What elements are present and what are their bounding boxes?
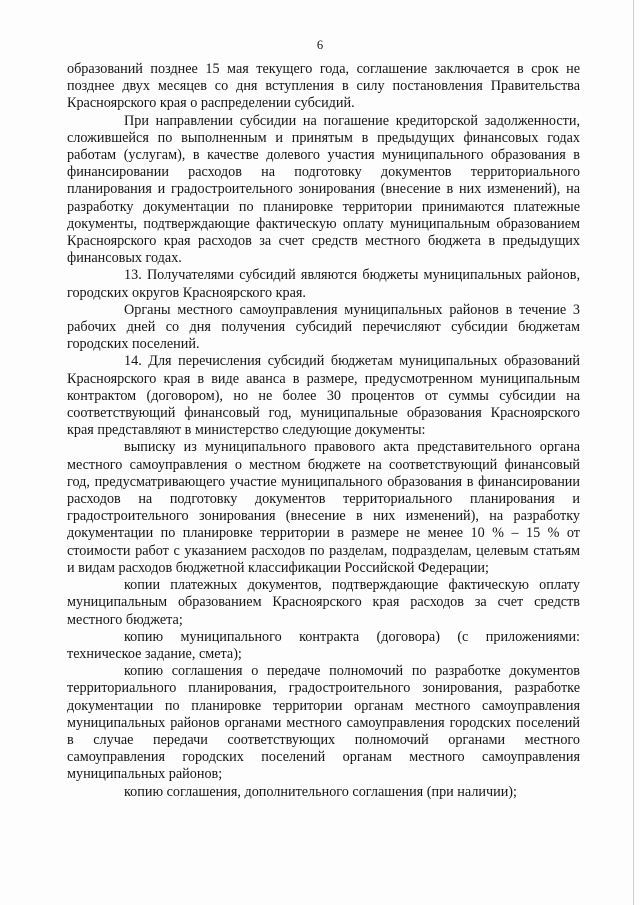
paragraph-continuation: образований позднее 15 мая текущего года, соглашение заключается в срок не позднее двух месяцев со дня вступления в силу постановления Правительства Красноярского края о распределении субсидий. [67,61,580,112]
paragraph-contract-copy: копию муниципального контракта (договора) (с приложениями: техническое задание, смета); [67,628,580,662]
paragraph-budget-extract: выписку из муниципального правового акта представительного органа местного самоуправления о местном бюджете на соответствующий финансовый год, предусматривающего участие муниципального образования в финансировании расходов на подготовку документов территориального планирования и градостроительного зонирования (внесение в них изменений), на разработку документации по планировке территории в размере не менее 10 % – 15 % от стоимости работ с указанием расходов по разделам, подразделам, целевым статьям и видам расходов бюджетной классификации Российской Федерации; [67,439,580,576]
paragraph-creditor-debt: При направлении субсидии на погашение кредиторской задолженности, сложившейся по выполненным и принятым в предыдущих финансовых годах работам (услугам), в качестве долевого участия муниципального образования в финансировании расходов на подготовку документов территориального планирования и градостроительного зонирования (внесение в них изменений), на разработку документации по планировке территории принимаются платежные документы, подтверждающие фактическую оплату муниципальным образованием Красноярского края расходов за счет средств местного бюджета в предыдущих финансовых годах. [67,112,580,267]
paragraph-13-recipients: 13. Получателями субсидий являются бюджеты муниципальных районов, городских округов Красноярского края. [67,267,580,301]
paragraph-additional-agreement: копию соглашения, дополнительного соглашения (при наличии); [124,783,517,800]
paragraph-delegation-agreement: копию соглашения о передаче полномочий по разработке документов территориального планирования, градостроительного зонирования, разработке документации по планировке территории органам местного самоуправления муниципальных районов органами местного самоуправления городских поселений в случае передачи соответствующих полномочий органами местного самоуправления городских поселений органам местного самоуправления муниципальных районов; [67,663,580,783]
page-number: 6 [316,38,324,52]
paragraph-payment-copies: копии платежных документов, подтверждающие фактическую оплату муниципальным образованием Красноярского края расходов за счет средств местного бюджета; [67,577,580,628]
paragraph-14-advance: 14. Для перечисления субсидий бюджетам муниципальных образований Красноярского края в виде аванса в размере, предусмотренном муниципальным контрактом (договором), но не более 30 процентов от суммы субсидии на соответствующий финансовый год, муниципальные образования Красноярского края представляют в министерство следующие документы: [67,353,580,439]
paragraph-transfer-to-settlements: Органы местного самоуправления муниципальных районов в течение 3 рабочих дней со дня получения субсидий перечисляют субсидии бюджетам городских поселений. [67,301,580,353]
scan-edge-divider [633,0,634,905]
document-body [67,61,580,801]
